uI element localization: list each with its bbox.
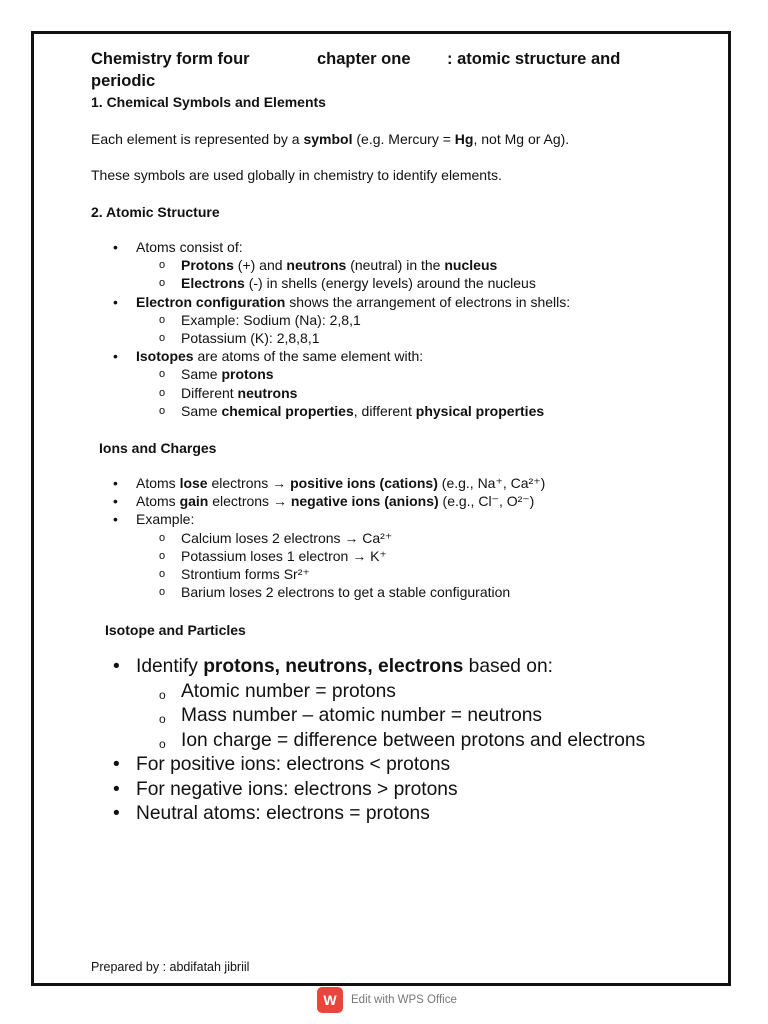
list-item: o Different neutrons	[136, 384, 570, 402]
list-item: o Potassium loses 1 electron → K⁺	[136, 547, 545, 565]
section1-paragraph1: Each element is represented by a symbol (e.g. Mercury = Hg, not Mg or Ag).	[91, 131, 570, 147]
title-topic-continued: periodic	[91, 72, 156, 90]
title-chapter: chapter one	[317, 50, 411, 68]
list-item: o Protons (+) and neutrons (neutral) in the nucleus	[136, 256, 570, 274]
list-item: • For positive ions: electrons < protons	[91, 753, 645, 778]
list-item: o Calcium loses 2 electrons → Ca²⁺	[136, 529, 545, 547]
list-item: o Mass number – atomic number = neutrons	[136, 704, 645, 729]
document-page	[31, 31, 731, 986]
section1-heading: 1. Chemical Symbols and Elements	[91, 94, 326, 110]
prepared-by-footer: Prepared by : abdifatah jibriil	[91, 960, 250, 974]
list-item: o Electrons (-) in shells (energy levels) around the nucleus	[136, 274, 570, 292]
list-item: • Atoms gain electrons → negative ions (anions) (e.g., Cl⁻, O²⁻)	[91, 492, 545, 510]
list-item: o Example: Sodium (Na): 2,8,1	[136, 311, 570, 329]
title-subject: Chemistry form four	[91, 50, 250, 68]
list-item: o Atomic number = protons	[136, 680, 645, 705]
list-item: • Identify protons, neutrons, electrons based on: o Atomic number = protons o Mass number – atomic number = neutrons o Ion charge = difference between protons and electrons	[91, 655, 645, 753]
list-item: o Potassium (K): 2,8,8,1	[136, 329, 570, 347]
section4-list	[91, 655, 645, 827]
list-item: o Strontium forms Sr²⁺	[136, 565, 545, 583]
section2-heading: 2. Atomic Structure	[91, 204, 220, 220]
section3-list	[91, 474, 545, 601]
list-item: • Isotopes are atoms of the same element with: o Same protons o Different neutrons o Same chemical properties, different physical properties	[91, 347, 570, 420]
list-item: o Same protons	[136, 365, 570, 383]
document-title	[91, 48, 651, 90]
title-topic: : atomic structure and	[447, 50, 621, 68]
list-item: • Electron configuration shows the arrangement of electrons in shells: o Example: Sodium (Na): 2,8,1 o Potassium (K): 2,8,8,1	[91, 293, 570, 348]
section4-heading: Isotope and Particles	[105, 622, 246, 638]
section1-paragraph2: These symbols are used globally in chemistry to identify elements.	[91, 167, 502, 183]
wps-logo-icon: W	[317, 987, 343, 1013]
wps-watermark[interactable]	[317, 986, 457, 1014]
section3-heading: Ions and Charges	[99, 440, 217, 456]
list-item: • For negative ions: electrons > protons	[91, 778, 645, 803]
list-item: • Neutral atoms: electrons = protons	[91, 802, 645, 827]
list-item: • Atoms lose electrons → positive ions (cations) (e.g., Na⁺, Ca²⁺)	[91, 474, 545, 492]
list-item: o Ion charge = difference between protons and electrons	[136, 729, 645, 754]
wps-watermark-text: Edit with WPS Office	[351, 994, 457, 1006]
list-item: • Atoms consist of: o Protons (+) and neutrons (neutral) in the nucleus o Electrons (-) in shells (energy levels) around the nucleus	[91, 238, 570, 293]
list-item: o Same chemical properties, different physical properties	[136, 402, 570, 420]
list-item: o Barium loses 2 electrons to get a stable configuration	[136, 583, 545, 601]
list-item: • Example: o Calcium loses 2 electrons → Ca²⁺ o Potassium loses 1 electron → K⁺ o Strontium forms Sr²⁺ o Barium loses 2 electrons to get a stable configuration	[91, 510, 545, 601]
section2-list	[91, 238, 570, 420]
